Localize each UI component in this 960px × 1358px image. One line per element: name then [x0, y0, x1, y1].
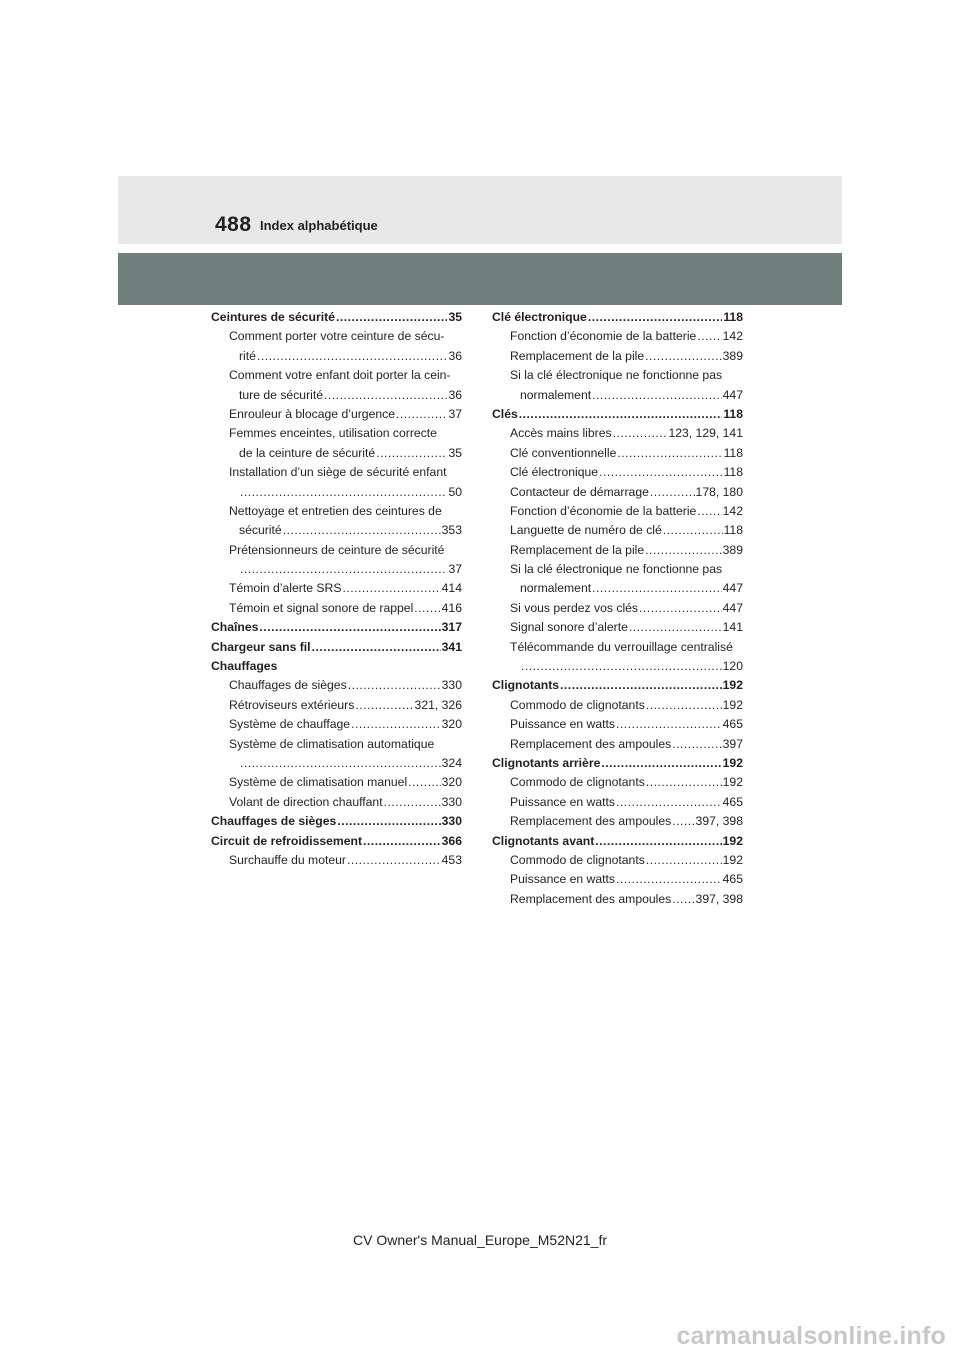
index-subentry — [492, 890, 743, 909]
dot-leader — [613, 424, 668, 443]
index-page-ref: 192 — [722, 833, 743, 848]
dot-leader — [521, 657, 722, 676]
dot-leader — [240, 560, 447, 579]
index-entry-text: Signal sonore d’alerte — [510, 620, 628, 635]
index-entry-text: Remplacement de la pile — [510, 348, 645, 363]
dot-leader — [351, 715, 441, 734]
index-entry-text: Contacteur de démarrage — [510, 484, 649, 499]
index-page-ref: 192 — [722, 775, 743, 790]
index-page-ref: 192 — [722, 852, 743, 867]
index-entry-text: Commodo de clignotants — [510, 775, 645, 790]
index-entry-text: Accès mains libres — [510, 426, 612, 441]
index-page-ref: 192 — [722, 697, 743, 712]
dot-leader — [645, 347, 722, 366]
index-entry-text: Témoin et signal sonore de rappel — [229, 600, 414, 615]
index-page-ref: 324 — [441, 755, 462, 770]
index-page-ref: 330 — [441, 794, 462, 809]
dot-leader — [599, 463, 722, 482]
index-entry-text: Comment votre enfant doit porter la cein- — [229, 368, 451, 383]
index-entry-text: Système de climatisation automatique — [229, 736, 435, 751]
index-entry-text: Fonction d’économie de la batterie — [510, 329, 697, 344]
index-entry-text: Si la clé électronique ne fonctionne pas — [510, 562, 723, 577]
index-subentry — [211, 444, 462, 463]
index-subentry — [492, 386, 743, 405]
index-entry-text: Commodo de clignotants — [510, 852, 645, 867]
index-page-ref: 389 — [722, 348, 743, 363]
dot-leader — [363, 832, 441, 851]
index-page-ref: 192 — [722, 755, 743, 770]
index-page-ref: 447 — [722, 581, 743, 596]
dot-leader — [396, 405, 447, 424]
index-subentry — [211, 347, 462, 366]
index-page-ref: 416 — [441, 600, 462, 615]
dot-leader — [592, 579, 722, 598]
index-subentry — [492, 560, 743, 579]
index-page-ref: 118 — [723, 465, 743, 480]
index-entry-text: Comment porter votre ceinture de sécu- — [229, 329, 445, 344]
index-page-ref: 142 — [722, 329, 743, 344]
dot-leader — [347, 851, 441, 870]
index-subentry — [492, 463, 743, 482]
index-page-ref: 118 — [723, 445, 743, 460]
index-subentry — [211, 483, 462, 502]
index-subentry — [211, 851, 462, 870]
index-page-ref: 397, 398 — [695, 814, 743, 829]
index-entry-text: Témoin d’alerte SRS — [229, 581, 342, 596]
index-entry-text: Système de climatisation manuel — [229, 775, 408, 790]
index-subentry — [211, 579, 462, 598]
index-entry-text: Puissance en watts — [510, 872, 616, 887]
dot-leader — [629, 618, 722, 637]
index-subentry — [492, 347, 743, 366]
index-subentry — [492, 812, 743, 831]
index-entry-text: Surchauffe du moteur — [229, 852, 346, 867]
index-entry-text: ture de sécurité — [239, 387, 324, 402]
dot-leader — [616, 715, 722, 734]
index-subentry — [211, 715, 462, 734]
dot-leader — [672, 812, 694, 831]
dot-leader — [336, 308, 447, 327]
index-page-ref: 142 — [722, 503, 743, 518]
dot-leader — [639, 599, 722, 618]
dot-leader — [645, 541, 722, 560]
index-page-ref: 37 — [448, 406, 462, 421]
index-subentry — [492, 618, 743, 637]
index-page-ref: 123, 129, 141 — [668, 426, 743, 441]
dot-leader — [672, 890, 694, 909]
index-page-ref: 320 — [441, 775, 462, 790]
index-page-ref: 465 — [722, 794, 743, 809]
dot-leader — [324, 386, 447, 405]
dot-leader — [342, 579, 440, 598]
index-subentry — [492, 444, 743, 463]
index-entry-text: Si vous perdez vos clés — [510, 600, 639, 615]
index-subentry — [211, 599, 462, 618]
dot-leader — [646, 696, 722, 715]
index-subentry — [211, 386, 462, 405]
index-entry — [492, 308, 743, 327]
index-subentry — [211, 327, 462, 346]
index-column-left — [211, 308, 462, 870]
dot-leader — [348, 676, 441, 695]
index-subentry — [211, 521, 462, 540]
index-entry-text: Remplacement des ampoules — [510, 891, 672, 906]
watermark-logo: carmanualsonline.info — [676, 1322, 946, 1350]
index-subentry — [211, 502, 462, 521]
index-page-ref: 50 — [448, 484, 462, 499]
index-subentry — [492, 502, 743, 521]
index-subentry — [492, 521, 743, 540]
index-entry-text: rité — [239, 348, 256, 363]
index-entry-text: de la ceinture de sécurité — [239, 445, 376, 460]
index-entry-text: Enrouleur à blocage d’urgence — [229, 406, 396, 421]
index-subentry — [211, 773, 462, 792]
index-subentry — [492, 366, 743, 385]
index-page-ref: 447 — [722, 600, 743, 615]
index-entry-text: Télécommande du verrouillage centralisé — [510, 639, 733, 654]
index-entry-text: Clignotants — [492, 678, 560, 693]
index-entry-text: Clignotants arrière — [492, 755, 601, 770]
index-subentry — [211, 541, 462, 560]
index-entry-text: Chaînes — [211, 620, 259, 635]
index-entry-text: Remplacement des ampoules — [510, 736, 672, 751]
index-entry-text: sécurité — [239, 523, 282, 538]
index-subentry — [492, 541, 743, 560]
index-entry-text: Clé électronique — [510, 465, 599, 480]
index-entry-text: Commodo de clignotants — [510, 697, 645, 712]
document-footer: CV Owner's Manual_Europe_M52N21_fr — [352, 1232, 608, 1248]
index-subentry — [492, 735, 743, 754]
index-page-ref: 118 — [723, 523, 743, 538]
index-subentry — [492, 773, 743, 792]
index-entry-text: Ceintures de sécurité — [211, 310, 335, 324]
dot-leader — [283, 521, 441, 540]
dot-leader — [617, 444, 722, 463]
dot-leader — [414, 599, 440, 618]
index-page-ref: 141 — [722, 620, 743, 635]
dot-leader — [588, 308, 723, 327]
index-entry-text: Languette de numéro de clé — [510, 523, 662, 538]
index-entry-text: Chauffages — [211, 659, 278, 674]
index-subentry — [211, 405, 462, 424]
index-entry — [211, 308, 462, 327]
index-subentry — [492, 424, 743, 443]
index-entry — [211, 657, 462, 676]
index-subentry — [211, 424, 462, 443]
index-page-ref: 465 — [722, 872, 743, 887]
index-entry-text: Chauffages de sièges — [211, 814, 337, 829]
index-entry-text: Clés — [492, 406, 518, 421]
dot-leader — [663, 521, 723, 540]
dot-leader — [519, 405, 723, 424]
index-entry-text: Prétensionneurs de ceinture de sécurité — [229, 542, 445, 557]
index-page-ref: 465 — [722, 717, 743, 732]
index-page-ref: 353 — [441, 523, 462, 538]
index-entry — [211, 832, 462, 851]
dot-leader — [240, 483, 447, 502]
index-page-ref: 453 — [441, 852, 462, 867]
dot-leader — [259, 618, 440, 637]
section-banner-bar — [118, 253, 842, 305]
index-subentry — [492, 870, 743, 889]
index-subentry — [492, 599, 743, 618]
dot-leader — [592, 386, 722, 405]
index-entry-text: Clé conventionnelle — [510, 445, 617, 460]
index-page-ref: 330 — [441, 678, 462, 693]
index-entry-text: Nettoyage et entretien des ceintures de — [229, 503, 442, 518]
dot-leader — [646, 851, 722, 870]
dot-leader — [650, 483, 695, 502]
index-subentry — [211, 793, 462, 812]
index-subentry — [211, 676, 462, 695]
index-page-ref: 118 — [723, 310, 743, 324]
dot-leader — [312, 638, 441, 657]
dot-leader — [376, 444, 447, 463]
index-page-ref: 320 — [441, 717, 462, 732]
index-entry-text: Remplacement des ampoules — [510, 814, 672, 829]
dot-leader — [697, 502, 721, 521]
section-title: Index alphabétique — [260, 218, 378, 233]
index-entry-text: Chargeur sans fil — [211, 639, 311, 654]
index-entry — [211, 638, 462, 657]
index-entry-text: Rétroviseurs extérieurs — [229, 697, 355, 712]
index-page-ref: 118 — [723, 406, 743, 421]
index-entry-text: Circuit de refroidissement — [211, 833, 363, 848]
index-subentry — [492, 638, 743, 657]
dot-leader — [384, 793, 441, 812]
index-subentry — [492, 657, 743, 676]
index-subentry — [211, 560, 462, 579]
index-entry-text: Puissance en watts — [510, 794, 616, 809]
index-page-ref: 447 — [722, 387, 743, 402]
index-entry-text: normalement — [520, 581, 592, 596]
index-page-ref: 341 — [441, 639, 462, 654]
dot-leader — [697, 327, 721, 346]
index-page-ref: 389 — [722, 542, 743, 557]
dot-leader — [646, 773, 722, 792]
index-page-ref: 178, 180 — [695, 484, 743, 499]
index-page-ref: 330 — [441, 814, 462, 829]
index-entry — [492, 832, 743, 851]
dot-leader — [355, 696, 413, 715]
index-page-ref: 35 — [448, 445, 462, 460]
index-entry — [211, 618, 462, 637]
index-entry — [492, 676, 743, 695]
index-entry-text: Si la clé électronique ne fonctionne pas — [510, 368, 723, 383]
dot-leader — [408, 773, 441, 792]
index-entry-text: Chauffages de sièges — [229, 678, 347, 693]
index-entry-text: Clignotants avant — [492, 833, 595, 848]
index-page-ref: 192 — [722, 678, 743, 693]
index-subentry — [492, 851, 743, 870]
index-subentry — [492, 715, 743, 734]
dot-leader — [595, 832, 721, 851]
index-subentry — [492, 483, 743, 502]
index-page-ref: 37 — [448, 562, 462, 577]
index-entry-text: Installation d’un siège de sécurité enfant — [229, 465, 447, 480]
index-subentry — [211, 463, 462, 482]
dot-leader — [257, 347, 448, 366]
index-subentry — [211, 735, 462, 754]
dot-leader — [616, 793, 722, 812]
index-entry — [492, 754, 743, 773]
index-subentry — [492, 579, 743, 598]
index-page-ref: 35 — [448, 310, 462, 324]
index-entry-text: Remplacement de la pile — [510, 542, 645, 557]
index-entry-text: Clé électronique — [492, 310, 587, 324]
index-page-ref: 321, 326 — [414, 697, 462, 712]
index-entry-text: Femmes enceintes, utilisation correcte — [229, 426, 437, 441]
index-page-ref: 414 — [441, 581, 462, 596]
dot-leader — [601, 754, 721, 773]
index-page-ref: 120 — [722, 659, 743, 674]
index-entry — [211, 812, 462, 831]
index-subentry — [211, 754, 462, 773]
index-entry-text: Fonction d’économie de la batterie — [510, 503, 697, 518]
index-page-ref: 397 — [722, 736, 743, 751]
dot-leader — [240, 754, 441, 773]
index-subentry — [211, 366, 462, 385]
index-entry-text: normalement — [520, 387, 592, 402]
dot-leader — [560, 676, 722, 695]
index-subentry — [492, 696, 743, 715]
index-subentry — [492, 793, 743, 812]
dot-leader — [672, 735, 721, 754]
index-page-ref: 36 — [448, 348, 462, 363]
index-page-ref: 36 — [448, 387, 462, 402]
index-entry-text: Puissance en watts — [510, 717, 616, 732]
index-entry — [492, 405, 743, 424]
index-subentry — [211, 696, 462, 715]
page-number: 488 — [215, 213, 252, 236]
index-subentry — [492, 327, 743, 346]
dot-leader — [337, 812, 440, 831]
dot-leader — [616, 870, 722, 889]
index-entry-text: Système de chauffage — [229, 717, 351, 732]
index-column-right — [492, 308, 743, 909]
index-entry-text: Volant de direction chauffant — [229, 794, 383, 809]
index-page-ref: 317 — [441, 620, 462, 635]
index-page-ref: 366 — [441, 833, 462, 848]
index-page-ref: 397, 398 — [695, 891, 743, 906]
